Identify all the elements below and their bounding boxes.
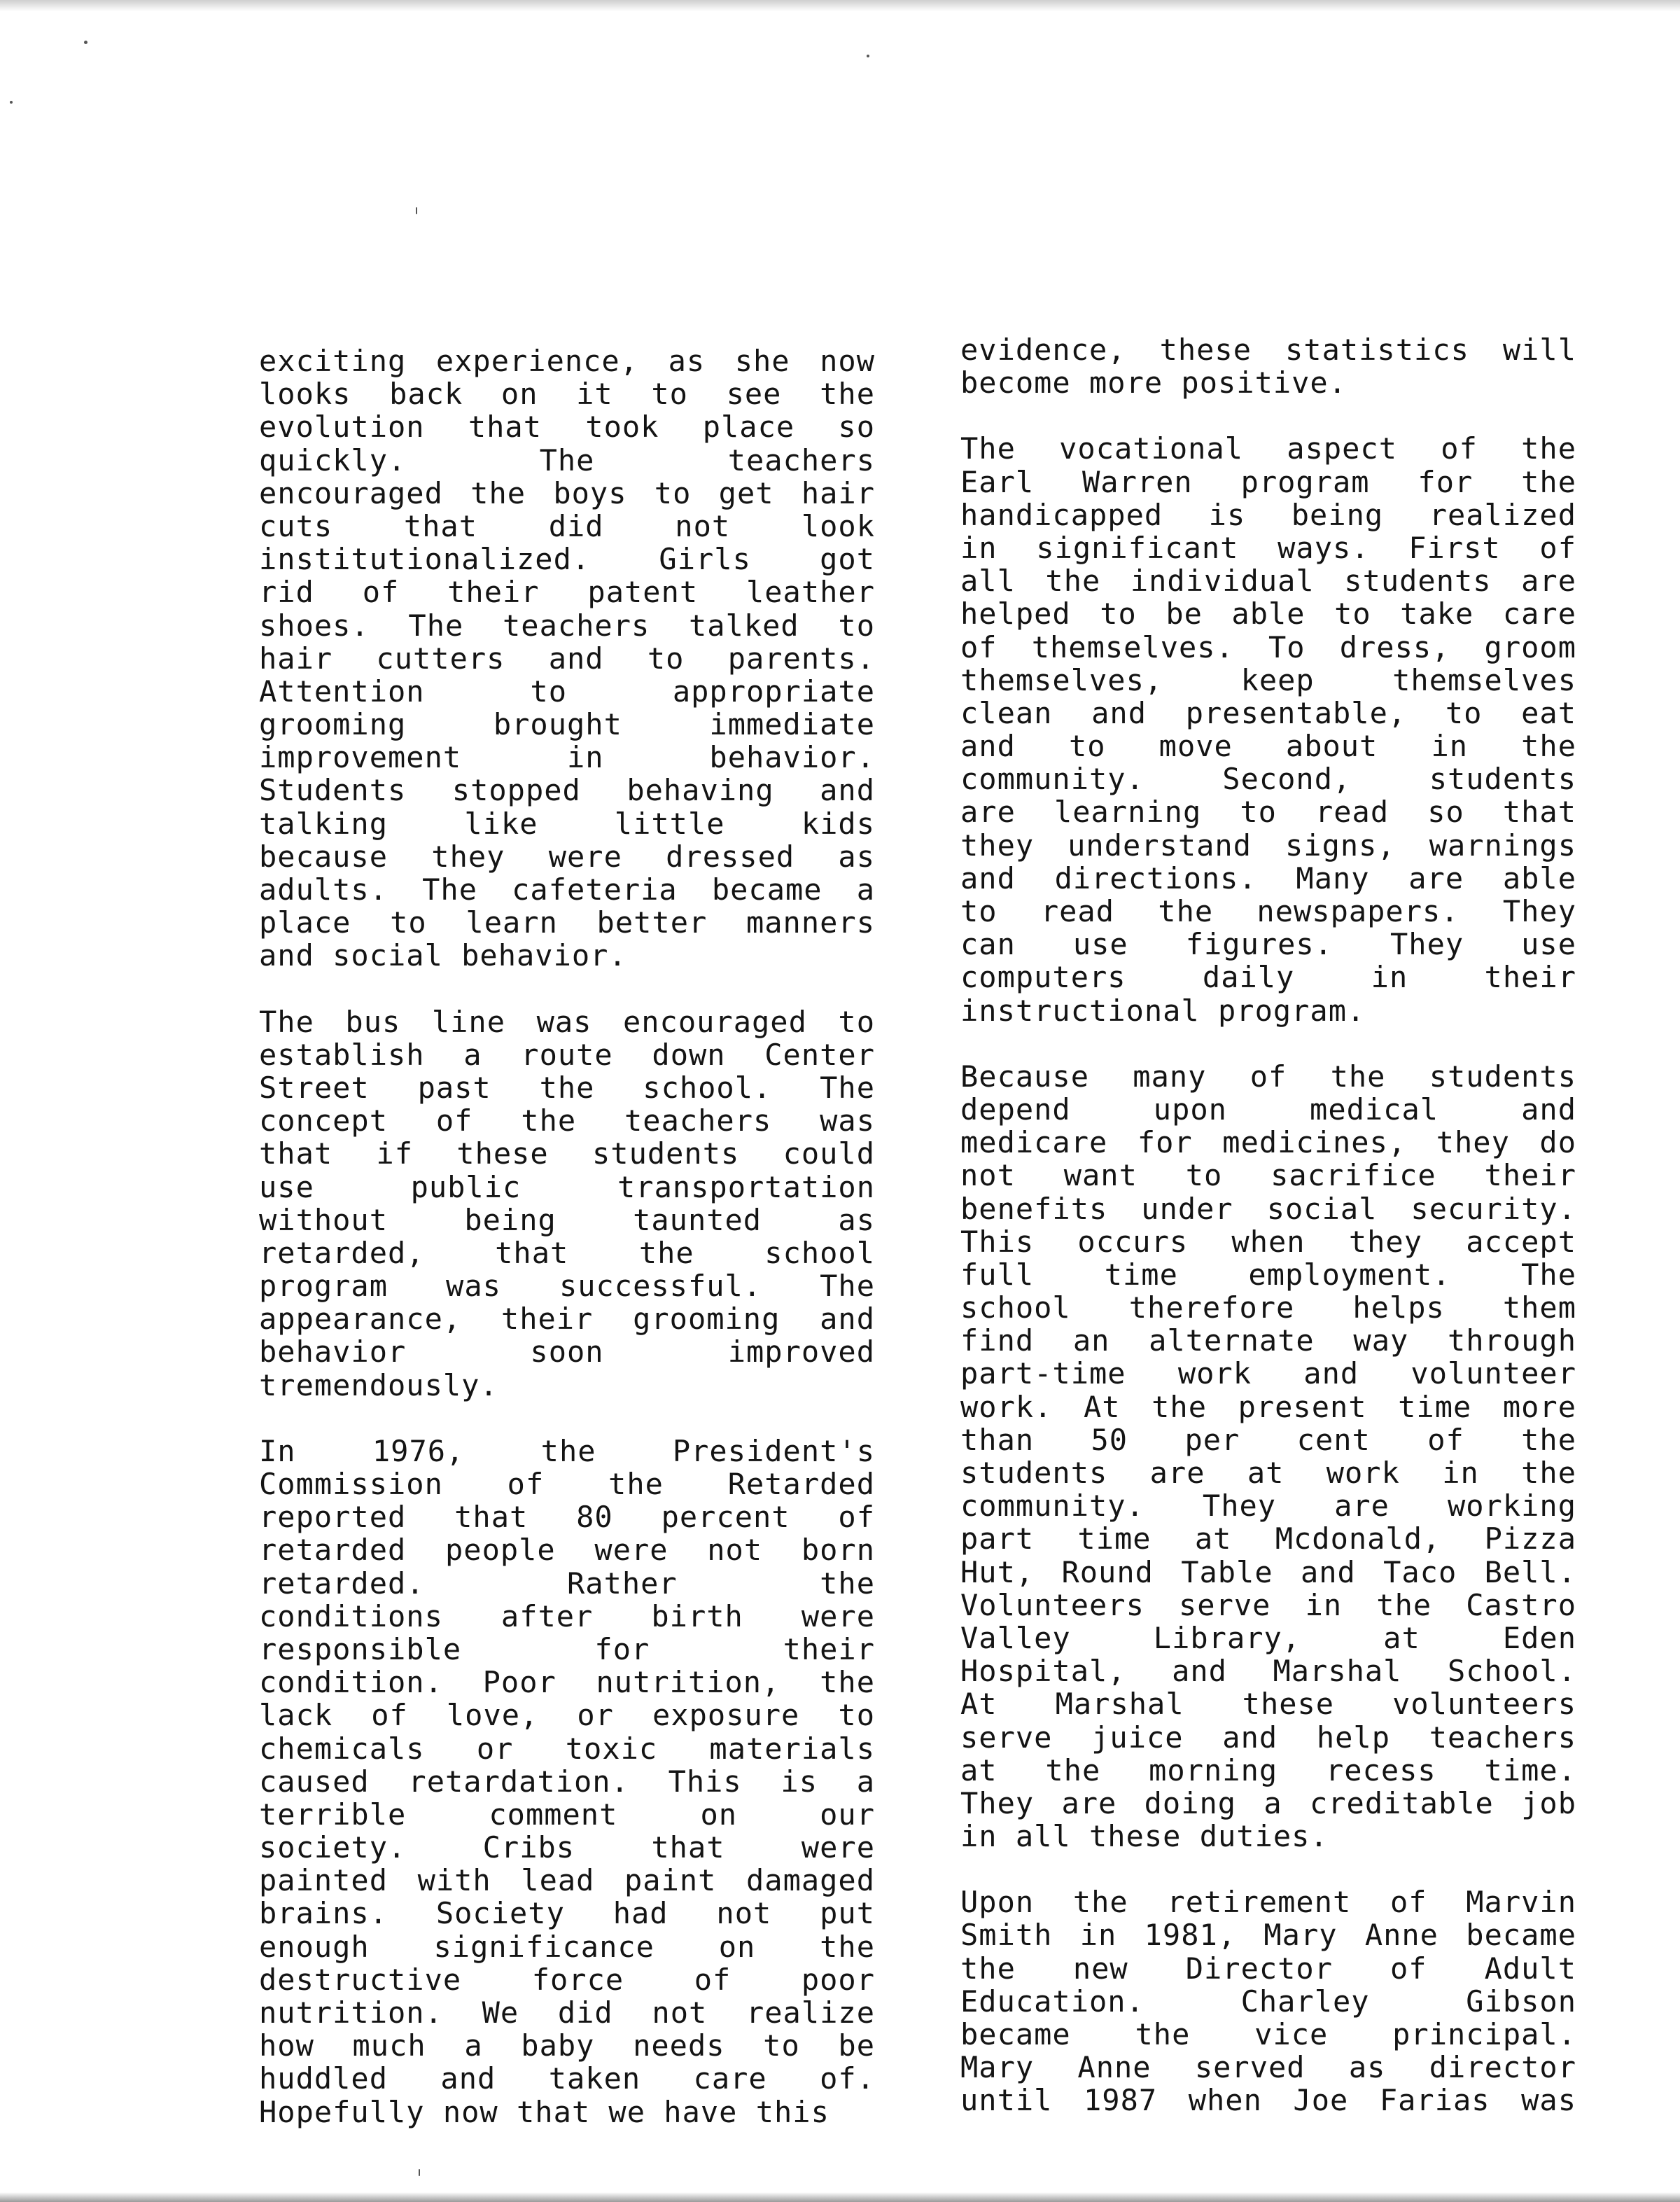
text-line: Upon the retirement of Marvin [960,1885,1576,1920]
text-line: At Marshal these volunteers [960,1687,1576,1722]
text-line: Smith in 1981, Mary Anne became [960,1918,1576,1953]
text-line: quickly. The teachers [259,443,875,478]
text-line: huddled and taken care of. [259,2061,875,2096]
text-line: talking like little kids [259,806,875,841]
text-line: responsible for their [259,1631,875,1666]
text-line: serve juice and help teachers [960,1720,1576,1755]
text-line: caused retardation. This is a [259,1764,875,1799]
text-line: computers daily in their [960,960,1576,995]
text-line: encouraged the boys to get hair [259,475,875,510]
text-line: and social behavior. [259,938,627,973]
text-line: the new Director of Adult [960,1951,1576,1986]
text-line: use public transportation [259,1169,875,1204]
text-line: until 1987 when Joe Farias was [960,2083,1576,2118]
text-line: Valley Library, at Eden [960,1620,1576,1655]
left-column [259,344,875,2161]
text-line: retarded. Rather the [259,1566,875,1601]
text-line: society. Cribs that were [259,1830,875,1865]
text-line: find an alternate way through [960,1323,1576,1358]
text-line: without being taunted as [259,1202,875,1237]
paragraph [960,432,1576,1026]
text-line: lack of love, or exposure to [259,1698,875,1733]
paragraph [960,333,1576,399]
text-line: benefits under social security. [960,1191,1576,1226]
text-line: evidence, these statistics will [960,333,1576,367]
text-line: full time employment. The [960,1257,1576,1292]
text-line: Earl Warren program for the [960,464,1576,499]
text-line: not want to sacrifice their [960,1158,1576,1193]
text-line: establish a route down Center [259,1037,875,1072]
text-line: hair cutters and to parents. [259,641,875,676]
text-line: and directions. Many are able [960,860,1576,896]
text-line: This occurs when they accept [960,1224,1576,1259]
text-line: in all these duties. [960,1819,1329,1854]
paragraph [259,344,875,973]
text-line: They are doing a creditable job [960,1785,1576,1820]
text-line: medicare for medicines, they do [960,1125,1576,1160]
text-line: part time at Mcdonald, Pizza [960,1521,1576,1556]
text-line: institutionalized. Girls got [259,542,875,577]
text-line: destructive force of poor [259,1962,875,1997]
text-line: tremendously. [259,1367,498,1402]
text-line: appearance, their grooming and [259,1302,875,1337]
paragraph [960,1060,1576,1853]
paragraph [259,1435,875,2128]
scan-speck [10,101,13,104]
text-line: helped to be able to take care [960,597,1576,632]
text-line: painted with lead paint damaged [259,1863,875,1898]
right-column [960,333,1576,2150]
text-line: school therefore helps them [960,1290,1576,1325]
text-line: evolution that took place so [259,410,875,445]
text-line: program was successful. The [259,1269,875,1304]
text-line: are learning to read so that [960,795,1576,830]
text-line: themselves, keep themselves [960,662,1576,697]
text-line: reported that 80 percent of [259,1500,875,1535]
text-line: In 1976, the President's [259,1433,875,1468]
text-line: part-time work and volunteer [960,1356,1576,1391]
paragraph [259,1005,875,1402]
text-line: retarded people were not born [259,1533,875,1568]
text-line: chemicals or toxic materials [259,1731,875,1766]
text-line: clean and presentable, to eat [960,695,1576,730]
text-line: cuts that did not look [259,508,875,543]
text-line: grooming brought immediate [259,707,875,742]
paragraph [960,1886,1576,2117]
text-line: enough significance on the [259,1929,875,1964]
text-line: concept of the teachers was [259,1103,875,1138]
text-line: community. They are working [960,1489,1576,1524]
text-line: terrible comment on our [259,1797,875,1832]
text-line: improvement in behavior. [259,740,875,775]
text-line: work. At the present time more [960,1389,1576,1424]
text-line: depend upon medical and [960,1092,1576,1127]
scan-speck [84,41,88,44]
text-line: Hut, Round Table and Taco Bell. [960,1554,1576,1589]
text-line: became the vice principal. [960,2017,1576,2051]
text-line: Education. Charley Gibson [960,1984,1576,2019]
text-line: adults. The cafeteria became a [259,872,875,907]
text-line: students are at work in the [960,1456,1576,1490]
text-line: Mary Anne served as director [960,2050,1576,2085]
text-line: brains. Society had not put [259,1896,875,1931]
scan-speck [416,207,417,214]
scan-speck [867,55,869,57]
text-line: looks back on it to see the [259,377,875,412]
text-line: retarded, that the school [259,1235,875,1270]
text-line: Commission of the Retarded [259,1467,875,1501]
text-line: because they were dressed as [259,839,875,874]
text-line: Attention to appropriate [259,674,875,709]
text-line: at the morning recess time. [960,1752,1576,1788]
text-line: shoes. The teachers talked to [259,608,875,643]
text-line: The vocational aspect of the [960,431,1576,466]
text-line: place to learn better manners [259,905,875,940]
text-line: exciting experience, as she now [259,344,875,378]
text-line: of themselves. To dress, groom [960,629,1576,664]
text-line: become more positive. [960,365,1348,400]
text-line: that if these students could [259,1136,875,1171]
text-line: rid of their patent leather [259,575,875,610]
scan-bottom-edge [0,2192,1680,2202]
text-line: behavior soon improved [259,1335,875,1370]
scan-top-edge [0,0,1680,11]
text-line: The bus line was encouraged to [259,1004,875,1039]
text-line: Hospital, and Marshal School. [960,1654,1576,1689]
text-line: instructional program. [960,993,1366,1028]
text-line: than 50 per cent of the [960,1422,1576,1457]
text-line: conditions after birth were [259,1598,875,1633]
text-line: handicapped is being realized [960,497,1576,532]
text-line: all the individual students are [960,564,1576,599]
scan-speck [419,2169,420,2176]
text-line: in significant ways. First of [960,530,1576,565]
text-line: Volunteers serve in the Castro [960,1587,1576,1622]
text-line: nutrition. We did not realize [259,1995,875,2030]
text-line: condition. Poor nutrition, the [259,1665,875,1700]
text-line: can use figures. They use [960,927,1576,962]
text-line: Because many of the students [960,1059,1576,1094]
text-line: Hopefully now that we have this [259,2094,830,2129]
text-line: to read the newspapers. They [960,894,1576,928]
text-line: they understand signs, warnings [960,828,1576,863]
text-line: how much a baby needs to be [259,2028,875,2063]
text-line: and to move about in the [960,729,1576,764]
text-line: Students stopped behaving and [259,773,875,808]
text-line: community. Second, students [960,762,1576,797]
text-line: Street past the school. The [259,1070,875,1105]
